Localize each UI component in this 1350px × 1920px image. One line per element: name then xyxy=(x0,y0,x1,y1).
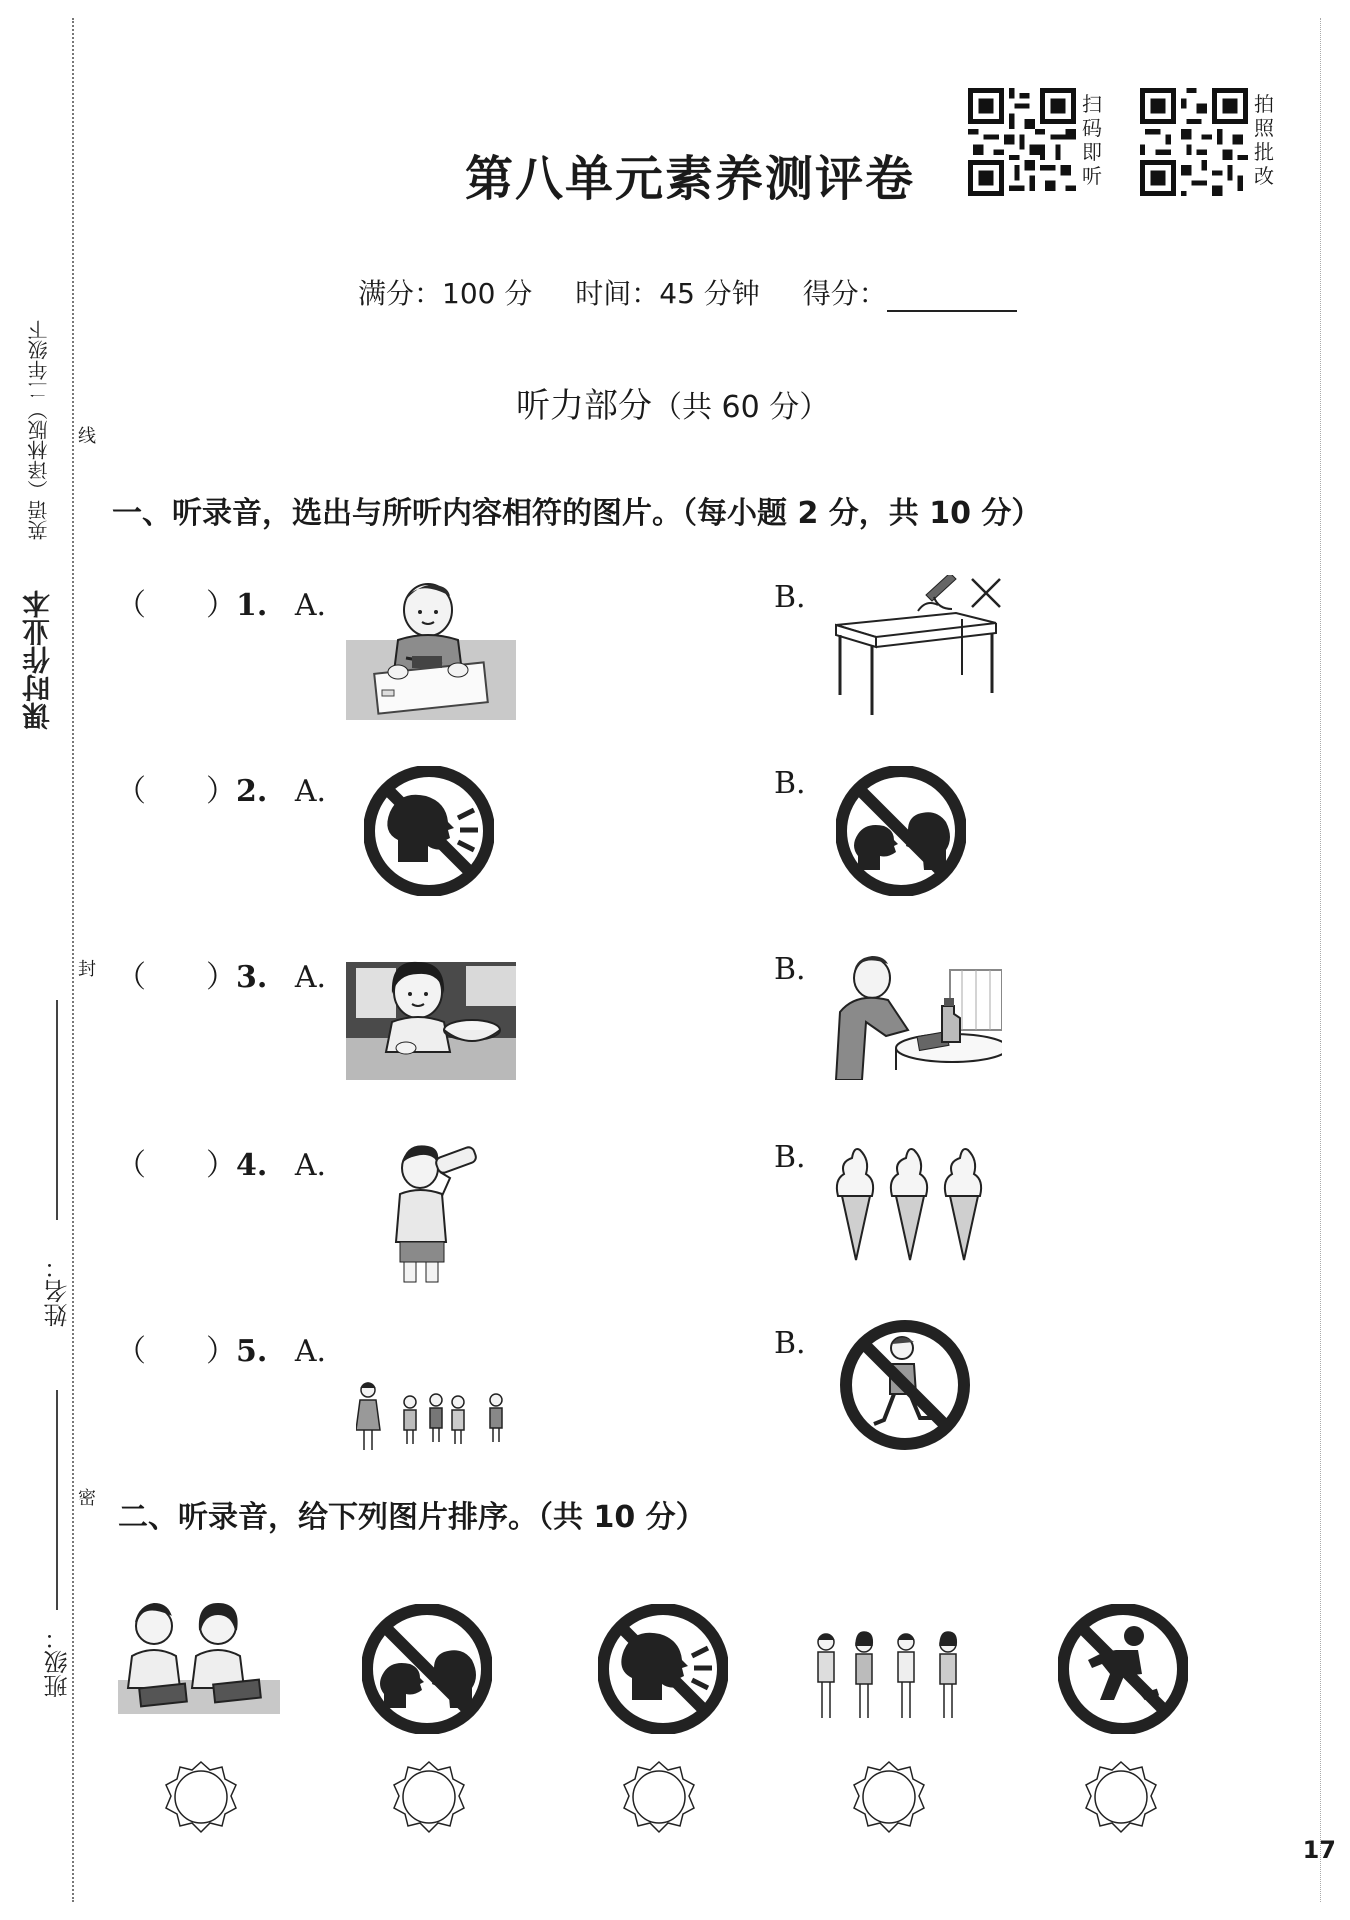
no-shouting-icon[interactable] xyxy=(364,766,494,896)
option-a-label: A. xyxy=(294,960,327,995)
girl-washing-hands-icon[interactable] xyxy=(346,952,516,1080)
listening-heading-text: 听力部分 xyxy=(516,386,652,426)
part1-heading: 一、听录音，选出与所听内容相符的图片。（每小题 2 分，共 10 分） xyxy=(112,496,1042,531)
answer-badge-3[interactable] xyxy=(620,1760,698,1838)
answer-bracket[interactable]: （ ） xyxy=(116,1334,236,1369)
listening-heading-note: （共 60 分） xyxy=(652,390,830,425)
children-lining-up-icon[interactable] xyxy=(356,1380,516,1454)
answer-badge-1[interactable] xyxy=(162,1760,240,1838)
no-whispering-icon[interactable] xyxy=(362,1604,492,1734)
seal-char-seal: 封 xyxy=(78,959,96,980)
no-running-icon[interactable] xyxy=(840,1320,970,1450)
time-limit: 时间：45 分钟 xyxy=(575,277,760,310)
question-4-option-b-label: B. xyxy=(774,1140,806,1175)
option-a-label: A. xyxy=(294,774,327,809)
answer-bracket[interactable]: （ ） xyxy=(116,774,236,809)
question-5-prefix xyxy=(116,1326,326,1370)
answer-badge-2[interactable] xyxy=(390,1760,468,1838)
question-number: 5. xyxy=(236,1334,268,1369)
qr-label-listen: 扫码即听 xyxy=(1082,92,1102,188)
qr-label-correct: 拍照批改 xyxy=(1254,92,1274,188)
question-2-prefix xyxy=(116,766,326,810)
children-eating-icon[interactable] xyxy=(118,1596,280,1714)
score-blank[interactable] xyxy=(887,286,1017,312)
qr-code-listen[interactable] xyxy=(968,88,1076,196)
qr-code-correct[interactable] xyxy=(1140,88,1248,196)
class-blank[interactable] xyxy=(56,1390,58,1610)
question-number: 4. xyxy=(236,1148,268,1183)
answer-badge-5[interactable] xyxy=(1082,1760,1160,1838)
binding-dotted-line xyxy=(72,18,74,1902)
no-writing-on-desk-icon[interactable] xyxy=(826,575,1006,725)
answer-bracket[interactable]: （ ） xyxy=(116,588,236,623)
class-label: 班级： xyxy=(44,1626,72,1698)
question-2-option-b-label: B. xyxy=(774,766,806,801)
question-3-prefix xyxy=(116,952,326,996)
question-1-prefix xyxy=(116,580,326,624)
name-blank[interactable] xyxy=(56,1000,58,1220)
question-number: 1. xyxy=(236,588,268,623)
page-number: 17 xyxy=(1302,1836,1336,1864)
score-label: 得分： xyxy=(802,277,887,310)
man-cleaning-table-icon[interactable] xyxy=(826,952,1002,1080)
page-title: 第八单元素养测评卷 xyxy=(464,151,915,207)
option-a-label: A. xyxy=(294,1148,327,1183)
question-5-option-b-label: B. xyxy=(774,1326,806,1361)
ice-creams-icon[interactable] xyxy=(830,1140,990,1266)
answer-bracket[interactable]: （ ） xyxy=(116,1148,236,1183)
line-up-icon[interactable] xyxy=(808,1630,978,1724)
boy-drinking-icon[interactable] xyxy=(380,1138,490,1284)
right-dotted-line xyxy=(1320,18,1321,1902)
question-4-prefix xyxy=(116,1140,326,1184)
seal-char-secret: 密 xyxy=(78,1488,96,1509)
answer-badge-4[interactable] xyxy=(850,1760,928,1838)
name-label: 姓名： xyxy=(44,1255,72,1327)
question-number: 3. xyxy=(236,960,268,995)
no-shouting-icon[interactable] xyxy=(598,1604,728,1734)
full-score: 满分：100 分 xyxy=(358,277,533,310)
listening-heading xyxy=(516,378,829,427)
part2-heading: 二、听录音，给下列图片排序。（共 10 分） xyxy=(118,1500,706,1535)
book-title: 课时作业本 xyxy=(21,590,54,730)
option-a-label: A. xyxy=(294,1334,327,1369)
exam-meta xyxy=(358,272,1051,312)
seal-char-line: 线 xyxy=(78,426,96,447)
question-1-option-b-label: B. xyxy=(774,580,806,615)
boy-cutting-paper-icon[interactable] xyxy=(346,580,516,720)
no-whispering-icon[interactable] xyxy=(836,766,966,896)
question-number: 2. xyxy=(236,774,268,809)
answer-bracket[interactable]: （ ） xyxy=(116,960,236,995)
book-subtitle: 英语（译林版）二年级下 xyxy=(27,320,51,540)
question-3-option-b-label: B. xyxy=(774,952,806,987)
no-running-icon[interactable] xyxy=(1058,1604,1188,1734)
option-a-label: A. xyxy=(294,588,327,623)
